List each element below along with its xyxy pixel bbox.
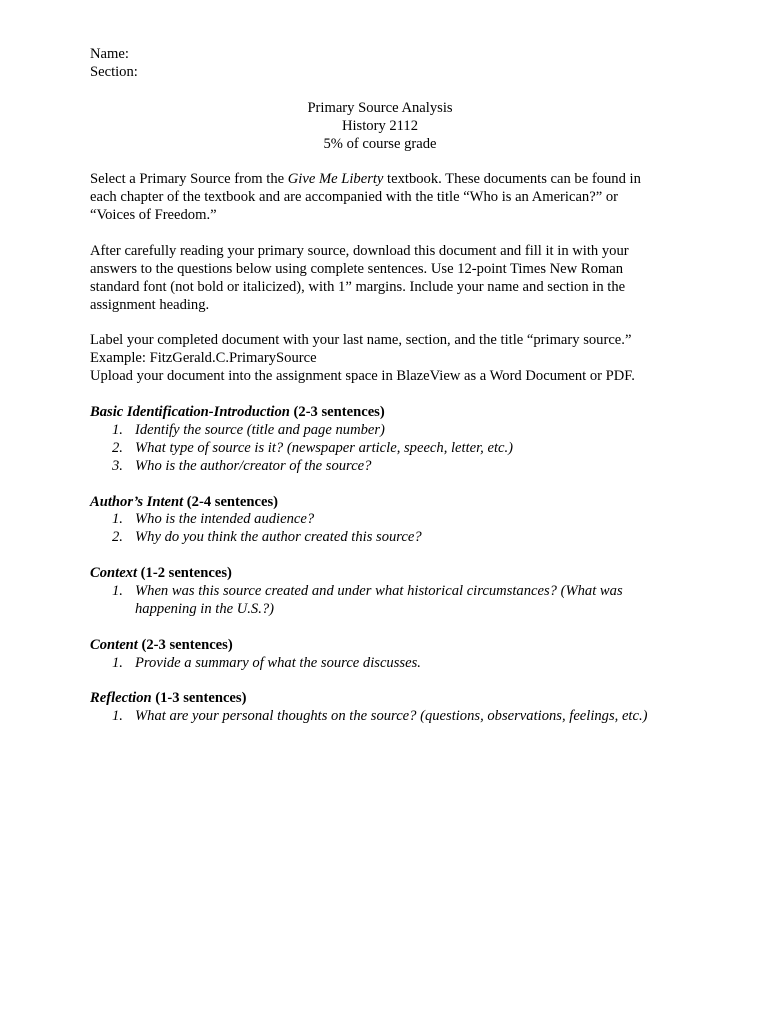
section-sentence-count: (1-3 sentences): [151, 690, 247, 707]
para1-line-2: each chapter of the textbook and are accompanied with the title “Who is an American?” or: [90, 189, 618, 206]
para2-line-2: answers to the questions below using complete sentences. Use 12-point Times New Roman: [90, 260, 624, 277]
item-number: 1.: [112, 654, 123, 671]
para3-line-3: Upload your document into the assignment space in BlazeView as a Word Document or PDF.: [90, 368, 635, 385]
item-number: 1.: [112, 511, 123, 528]
instructions-paragraph-3: [90, 332, 670, 386]
question-text: Provide a summary of what the source discusses.: [135, 654, 421, 671]
para1-text-b: textbook. These documents can be found in: [383, 171, 641, 188]
section-title: Reflection: [90, 690, 152, 707]
section-heading: [90, 637, 670, 655]
instructions-paragraph-1: [90, 171, 670, 225]
section-heading: [90, 494, 670, 512]
question-text: What are your personal thoughts on the source? (questions, observations, feelings, etc.): [135, 708, 648, 725]
list-item: [90, 655, 670, 673]
para2-line-3: standard font (not bold or italicized), with 1” margins. Include your name and section in the: [90, 278, 626, 295]
section-sentence-count: (1-2 sentences): [137, 565, 232, 582]
section-title: Context: [90, 565, 138, 582]
title-line-2: History 2112: [341, 117, 419, 134]
question-list: [90, 422, 670, 476]
list-item: [90, 511, 670, 529]
textbook-title: Give Me Liberty: [287, 171, 384, 188]
list-item: [90, 583, 670, 619]
question-text: Who is the intended audience?: [135, 511, 315, 528]
question-text: Who is the author/creator of the source?: [135, 457, 372, 474]
section-title: Content: [90, 636, 138, 653]
item-number: 1.: [112, 708, 123, 725]
item-number: 1.: [112, 583, 123, 600]
para2-line-1: After carefully reading your primary source, download this document and fill it in with your: [90, 242, 629, 259]
question-text: Why do you think the author created this source?: [135, 529, 422, 546]
question-list: [90, 655, 670, 673]
item-number: 3.: [112, 457, 123, 474]
section-label: Section:: [90, 63, 138, 80]
question-text-line-1: When was this source created and under what historical circumstances? (What was: [135, 583, 623, 600]
para3-line-2: Example: FitzGerald.C.PrimarySource: [90, 350, 317, 367]
question-text: Identify the source (title and page number): [135, 421, 385, 438]
para1-text-a: Select a Primary Source from the: [90, 171, 288, 188]
list-item: [90, 440, 670, 458]
section-heading: [90, 690, 670, 708]
title-line-3: 5% of course grade: [323, 135, 437, 152]
section-sentence-count: (2-4 sentences): [183, 493, 278, 510]
question-text-line-2: happening in the U.S.?): [135, 600, 275, 617]
list-item: [90, 529, 670, 547]
list-item: [90, 458, 670, 476]
document-body: [90, 46, 670, 726]
para2-line-4: assignment heading.: [90, 296, 210, 313]
para1-line-3: “Voices of Freedom.”: [90, 207, 217, 224]
section-title: Author’s Intent: [90, 493, 184, 510]
title-block: [90, 100, 670, 154]
section-sentence-count: (2-3 sentences): [137, 636, 233, 653]
list-item: [90, 422, 670, 440]
section-context: [90, 565, 670, 619]
para1-line-1: [90, 171, 670, 189]
list-item: [90, 708, 670, 726]
section-basic-identification: [90, 404, 670, 476]
section-content: [90, 637, 670, 673]
question-text: What type of source is it? (newspaper article, speech, letter, etc.): [135, 439, 513, 456]
item-number: 2.: [112, 439, 123, 456]
item-number: 1.: [112, 421, 123, 438]
section-authors-intent: [90, 494, 670, 548]
section-heading: [90, 404, 670, 422]
question-list: [90, 708, 670, 726]
name-label: Name:: [90, 46, 129, 62]
section-sentence-count: (2-3 sentences): [289, 404, 385, 421]
question-list: [90, 583, 670, 619]
section-title: Basic Identification-Introduction: [90, 404, 290, 421]
item-number: 2.: [112, 529, 123, 546]
instructions-paragraph-2: [90, 243, 670, 315]
title-line-1: Primary Source Analysis: [307, 99, 453, 116]
section-heading: [90, 565, 670, 583]
question-list: [90, 511, 670, 547]
section-reflection: [90, 690, 670, 726]
para3-line-1: Label your completed document with your last name, section, and the title “primary source.”: [90, 332, 632, 349]
